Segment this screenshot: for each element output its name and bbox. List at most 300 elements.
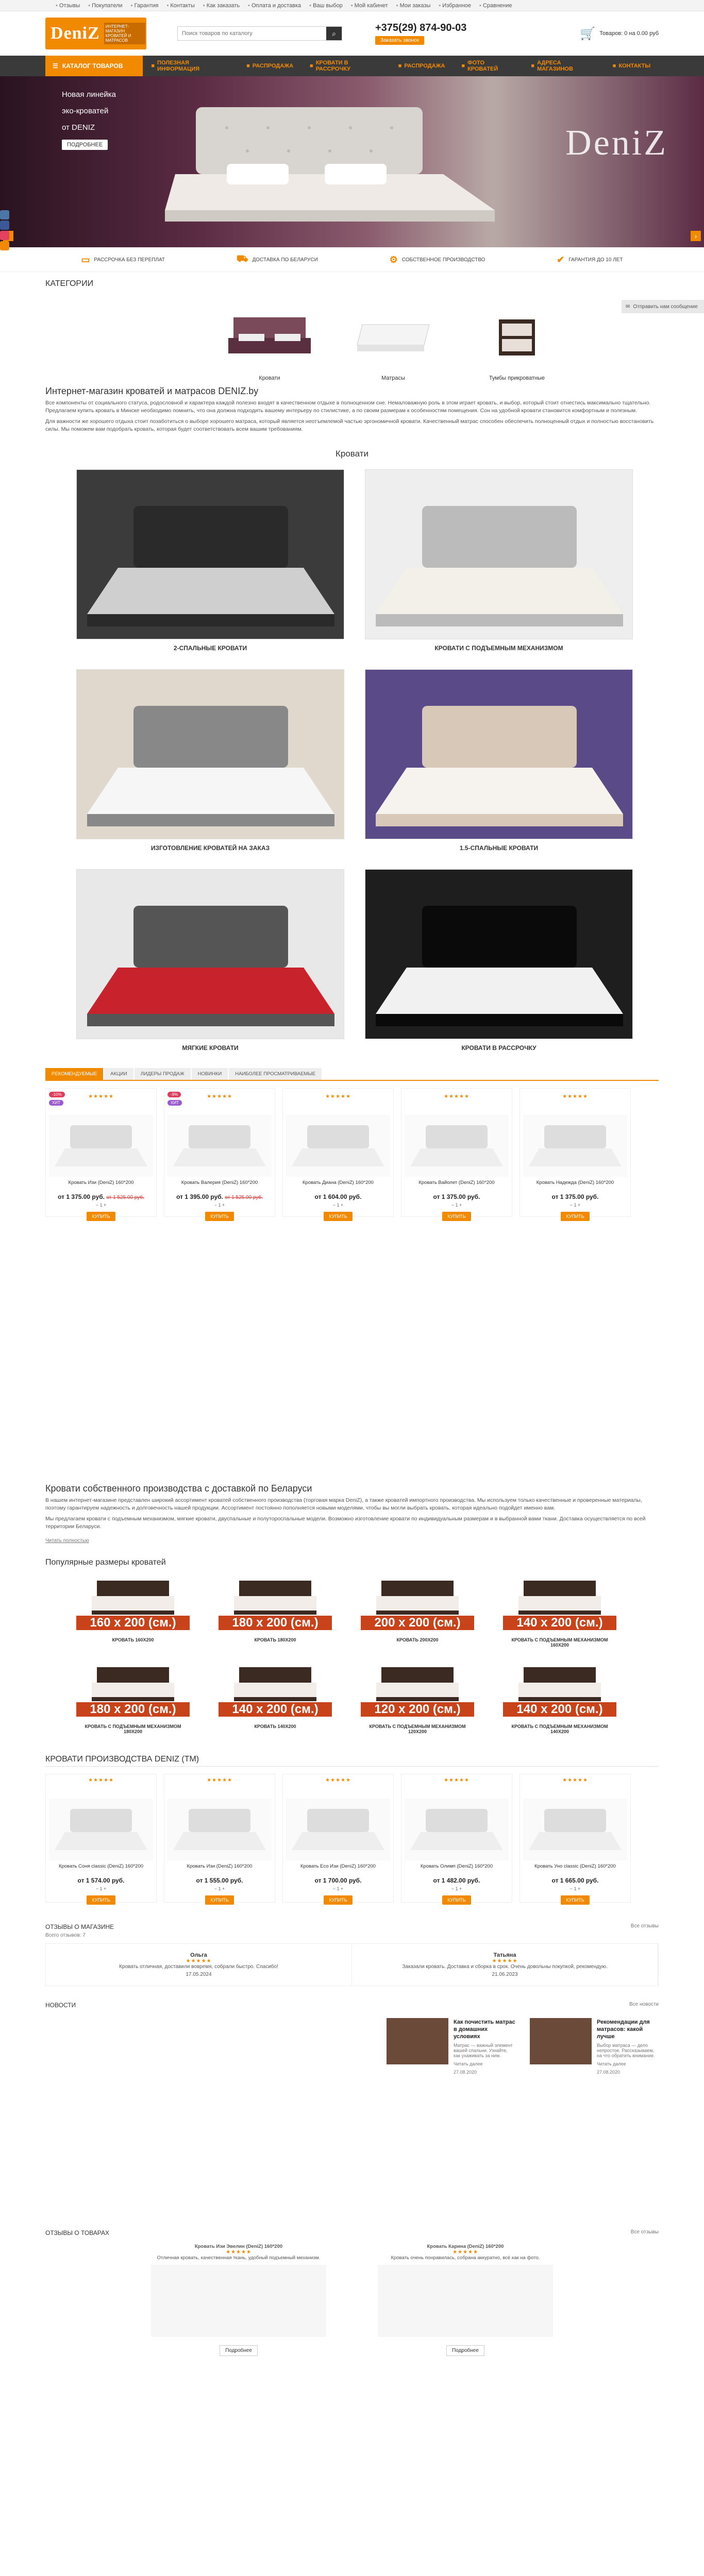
link-icon: ▪: [203, 3, 205, 9]
quantity-stepper[interactable]: − 1 +: [214, 1886, 225, 1891]
quantity-stepper[interactable]: − 1 +: [332, 1886, 344, 1891]
size-label[interactable]: КРОВАТЬ 140X200: [254, 1724, 296, 1729]
categories: [128, 304, 659, 381]
product-price: [523, 1193, 627, 1200]
review-author: Ольга: [190, 1952, 207, 1958]
rating-stars: ★★★★★: [207, 1777, 232, 1783]
size-value: 140 x 200 (см.): [219, 1702, 332, 1717]
news-more[interactable]: Читать далее: [454, 2061, 483, 2066]
link-icon: ▪: [166, 3, 169, 9]
topbar-link[interactable]: [166, 3, 194, 9]
advantage-item: [390, 255, 485, 265]
quantity-stepper[interactable]: − 1 +: [451, 1886, 462, 1891]
product-image: [286, 1115, 390, 1177]
category-label: Матрасы: [381, 375, 405, 381]
hit-badge: ХИТ: [49, 1100, 63, 1106]
size-value: 200 x 200 (см.): [361, 1616, 474, 1630]
news-body: [454, 2018, 515, 2075]
category-beds[interactable]: [226, 304, 313, 381]
nav-icon: ■: [398, 63, 402, 69]
arrow-right-icon[interactable]: ›: [691, 231, 701, 241]
sizes-grid: [76, 1577, 659, 1734]
advantage-label: ДОСТАВКА ПО БЕЛАРУСИ: [252, 257, 318, 263]
product-name[interactable]: Кровать Изи (DeniZ) 160*200: [187, 1863, 253, 1869]
phone-number[interactable]: +375(29) 874-90-03: [375, 22, 467, 33]
search-input[interactable]: [178, 27, 326, 40]
product-name[interactable]: Кровать Олимп (DeniZ) 160*200: [420, 1863, 493, 1869]
quantity-stepper[interactable]: − 1 +: [569, 1202, 581, 1208]
link-icon: ▪: [479, 3, 481, 9]
size-value: 120 x 200 (см.): [361, 1702, 474, 1717]
catalog-label: КАТАЛОГ ТОВАРОВ: [62, 62, 123, 70]
category-label: Кровати: [259, 375, 280, 381]
news-card[interactable]: [387, 2018, 515, 2075]
price-current: от 1 375.00 руб.: [58, 1193, 105, 1200]
sizes-title: Популярные размеры кроватей: [45, 1558, 166, 1567]
buy-button[interactable]: КУПИТЬ: [324, 1895, 352, 1905]
size-label[interactable]: КРОВАТЬ С ПОДЪЕМНЫМ МЕХАНИЗМОМ 120X200: [369, 1724, 466, 1734]
price-current: от 1 700.00 руб.: [314, 1877, 362, 1884]
catalog-button[interactable]: [45, 56, 143, 76]
instagram-icon[interactable]: [0, 231, 9, 240]
search-icon[interactable]: ⌕: [326, 27, 342, 40]
topbar-link[interactable]: [396, 3, 431, 9]
size-image: [76, 1663, 190, 1720]
read-more-link[interactable]: Читать полностью: [45, 1538, 89, 1544]
product-card[interactable]: [282, 1774, 394, 1903]
banner-line: эко-кроватей: [62, 107, 109, 115]
review-author: Татьяна: [493, 1952, 516, 1958]
rating-stars: ★★★★★: [444, 1094, 470, 1099]
size-label[interactable]: КРОВАТЬ С ПОДЪЕМНЫМ МЕХАНИЗМОМ 140X200: [511, 1724, 608, 1734]
size-card[interactable]: [503, 1577, 616, 1648]
product-name[interactable]: Кровать Надежда (DeniZ) 160*200: [536, 1180, 614, 1185]
product-image: [523, 1115, 627, 1177]
bed-category-label: 2-СПАЛЬНЫЕ КРОВАТИ: [173, 645, 247, 652]
banner-text: [62, 87, 116, 152]
nav-icon: ■: [151, 63, 155, 69]
logo[interactable]: DeniZ ИНТЕРНЕТ-МАГАЗИН КРОВАТЕЙ И МАТРАСОВ: [45, 18, 146, 49]
buy-button[interactable]: КУПИТЬ: [442, 1895, 471, 1905]
review-text: Кровать отличная, доставили вовремя, собрали быстро. Спасибо!: [119, 1964, 278, 1970]
own-production: [45, 1755, 659, 1903]
send-message-button[interactable]: [622, 300, 704, 313]
banner-brand: DeniZ: [565, 123, 668, 163]
buy-button[interactable]: КУПИТЬ: [205, 1212, 233, 1221]
quantity-stepper[interactable]: − 1 +: [451, 1202, 462, 1208]
bed-category-card[interactable]: [365, 669, 633, 854]
review-card: [46, 1944, 352, 1986]
rating-stars: ★★★★★: [562, 1777, 588, 1783]
product-review-name[interactable]: Кровать Изи Эвелин (DeniZ) 160*200: [194, 2244, 283, 2249]
topbar-link-label: Отзывы: [59, 3, 80, 9]
topbar-link-label: Избранное: [442, 3, 472, 9]
nav-item-label: РАСПРОДАЖА: [404, 63, 445, 69]
topbar-link-label: Гарантия: [134, 3, 159, 9]
size-card[interactable]: [76, 1663, 190, 1734]
price-current: от 1 665.00 руб.: [551, 1877, 599, 1884]
price-current: от 1 375.00 руб.: [551, 1193, 599, 1200]
size-image: [361, 1577, 474, 1633]
product-price: [405, 1877, 509, 1884]
banner-line: Новая линейка: [62, 90, 116, 99]
seo-title: Кровати собственного производства с доставкой по Беларуси: [45, 1483, 312, 1494]
bed-category-label: ИЗГОТОВЛЕНИЕ КРОВАТЕЙ НА ЗАКАЗ: [150, 844, 270, 852]
hit-badge: ХИТ: [167, 1100, 182, 1106]
news-section: [45, 2002, 659, 2075]
top-bar: [0, 0, 704, 11]
product-name[interactable]: Кровать Eco Изи (DeniZ) 160*200: [300, 1863, 376, 1869]
product-price: [286, 1193, 390, 1200]
news-card[interactable]: [530, 2018, 659, 2075]
nav-item[interactable]: [523, 60, 604, 72]
product-image: [405, 1799, 509, 1860]
bed-category-image: [76, 469, 344, 639]
nav-item[interactable]: [238, 63, 301, 69]
nav-item-label: ПОЛЕЗНАЯ ИНФОРМАЦИЯ: [157, 60, 199, 72]
rating-stars: ★★★★★: [452, 2249, 478, 2255]
product-image: [405, 1115, 509, 1177]
review-card: [352, 1944, 658, 1986]
nav-item-label: КОНТАКТЫ: [618, 63, 650, 69]
news-list: [45, 2018, 659, 2075]
phone-block: [375, 22, 466, 45]
price-current: от 1 574.00 руб.: [77, 1877, 125, 1884]
rating-stars: ★★★★★: [562, 1094, 588, 1099]
banner-line: от DENIZ: [62, 123, 95, 132]
size-label[interactable]: КРОВАТЬ С ПОДЪЕМНЫМ МЕХАНИЗМОМ 180X200: [85, 1724, 181, 1734]
rating-stars: ★★★★★: [226, 2249, 252, 2255]
link-icon: ▪: [88, 3, 91, 9]
product-price: [49, 1877, 153, 1884]
shop-reviews: [45, 1923, 659, 1986]
product-name[interactable]: Кровать Изи (DeniZ) 160*200: [68, 1180, 134, 1185]
size-image: [219, 1577, 332, 1633]
rating-stars: ★★★★★: [444, 1777, 470, 1783]
topbar-link[interactable]: [248, 3, 301, 9]
topbar-link[interactable]: [56, 3, 80, 9]
product-name[interactable]: Кровать Валерия (DeniZ) 160*200: [181, 1180, 258, 1185]
price-current: от 1 555.00 руб.: [196, 1877, 243, 1884]
main-nav: [0, 56, 704, 76]
own-production-title: КРОВАТИ ПРОИЗВОДСТВА DENIZ (ТМ): [45, 1755, 659, 1767]
news-image: [387, 2018, 448, 2064]
beds-title: Кровати: [335, 449, 368, 459]
product-image: [167, 1115, 272, 1177]
reviews-count: Всего отзывов: 7: [45, 1933, 86, 1938]
price-current: от 1 375.00 руб.: [433, 1193, 480, 1200]
topbar-link[interactable]: [351, 3, 388, 9]
bed-category-image: [76, 669, 344, 839]
seo-paragraph: Мы предлагаем кровати с подъемным механизмом, мягкие кровати, двуспальные и полутороспальные модели. Возможно изготовление кровати по индивидуальным размерам и в выбранной вами ткани. Доставка осуществляется по всей территории Беларуси.: [45, 1516, 646, 1530]
size-value: 180 x 200 (см.): [76, 1702, 190, 1717]
seo-paragraph: В нашем интернет-магазине представлен широкий ассортимент кроватей собственного производства (торговая марка DeniZ), а также кроватей импортного производства. Мы используем только качественные и проверенные материалы, поэтому гарантируем надежность и долговечность нашей продукции. Ассортимент постоянно пополняется новыми моделями, чтобы вы могли выбрать кровать, которая идеально подойдет именно вам.: [45, 1497, 642, 1511]
rating-stars: ★★★★★: [325, 1777, 351, 1783]
nav-icon: ■: [246, 63, 250, 69]
news-more[interactable]: Читать далее: [597, 2061, 626, 2066]
rating-stars: ★★★★★: [88, 1094, 114, 1099]
advantage-icon: ▭: [81, 254, 90, 265]
nav-icon: ■: [461, 63, 465, 69]
header: [0, 11, 704, 56]
tab-0[interactable]: РЕКОМЕНДУЕМЫЕ: [45, 1068, 103, 1080]
facebook-icon[interactable]: [0, 221, 9, 230]
category-nightstands[interactable]: [473, 304, 561, 381]
categories-title: КАТЕГОРИИ: [45, 279, 94, 288]
size-image: [219, 1663, 332, 1720]
product-name[interactable]: Кровать Диана (DeniZ) 160*200: [303, 1180, 374, 1185]
nav-icon: ■: [612, 63, 616, 69]
review-text: Заказали кровать. Доставка и сборка в срок. Очень довольны покупкой, рекомендую.: [402, 1964, 608, 1970]
intro-text: [45, 387, 659, 433]
own-product-list: [45, 1774, 659, 1903]
callback-button[interactable]: Заказать звонок: [375, 36, 424, 45]
bed-category-grid: [76, 469, 659, 1054]
nav-item-label: АДРЕСА МАГАЗИНОВ: [537, 60, 573, 72]
product-card[interactable]: [164, 1774, 275, 1903]
product-reviews: [45, 2229, 659, 2356]
product-card[interactable]: [282, 1088, 394, 1217]
seo-text: [45, 1485, 659, 1545]
advantage-label: СОБСТВЕННОЕ ПРОИЗВОДСТВО: [401, 257, 485, 263]
news-body: [597, 2018, 659, 2075]
buy-button[interactable]: КУПИТЬ: [87, 1895, 115, 1905]
details-button[interactable]: Подробнее: [220, 2345, 258, 2356]
product-price: [405, 1193, 509, 1200]
product-image: [167, 1799, 272, 1860]
topbar-link[interactable]: [88, 3, 122, 9]
chat-icon: ✉: [626, 303, 630, 310]
product-review-image: [151, 2265, 326, 2337]
bed-category-image: [76, 869, 344, 1039]
cart-text: Товаров: 0 на 0.00 руб: [599, 30, 659, 37]
product-price: [167, 1193, 272, 1200]
size-value: 180 x 200 (см.): [219, 1616, 332, 1630]
product-list: [45, 1088, 659, 1217]
product-image: [49, 1799, 153, 1860]
product-card[interactable]: [164, 1088, 275, 1217]
quantity-stepper[interactable]: − 1 +: [95, 1202, 107, 1208]
all-product-reviews-link[interactable]: Все отзывы: [630, 2229, 659, 2235]
vk-icon[interactable]: [0, 210, 9, 219]
details-button[interactable]: Подробнее: [446, 2345, 484, 2356]
size-label[interactable]: КРОВАТЬ 200X200: [396, 1637, 439, 1642]
topbar-link-label: Покупатели: [92, 3, 123, 9]
link-icon: ▪: [439, 3, 441, 9]
product-card[interactable]: [519, 1088, 631, 1217]
review-date: 21.06.2023: [492, 1972, 518, 1977]
tab-3[interactable]: НОВИНКИ: [192, 1068, 228, 1080]
advantages-bar: [0, 247, 704, 272]
buy-button[interactable]: КУПИТЬ: [205, 1895, 233, 1905]
advantage-icon: ⛟: [236, 253, 248, 264]
social-sidebar: [0, 210, 9, 251]
quantity-stepper[interactable]: − 1 +: [214, 1202, 225, 1208]
topbar-link-label: Контакты: [170, 3, 195, 9]
price-old: от 1 525.00 руб.: [106, 1195, 144, 1200]
news-text: Выбор матраса — дело непростое. Рассказываем, на что обратить внимание.: [597, 2043, 655, 2058]
product-review-name[interactable]: Кровать Карина (DeniZ) 160*200: [427, 2244, 504, 2249]
news-title: НОВОСТИ: [45, 2002, 76, 2009]
news-title[interactable]: Как почистить матрас в домашних условиях: [454, 2019, 515, 2040]
news-title[interactable]: Рекомендации для матрасов: какой лучше: [597, 2019, 650, 2040]
nav-item-label: ФОТО КРОВАТЕЙ: [467, 60, 498, 72]
rating-stars: ★★★★★: [492, 1958, 518, 1964]
link-icon: ▪: [350, 3, 353, 9]
product-review-card: [151, 2244, 326, 2356]
product-card[interactable]: [401, 1088, 512, 1217]
product-card[interactable]: [401, 1774, 512, 1903]
size-card[interactable]: [76, 1577, 190, 1648]
nav-item[interactable]: [143, 60, 238, 72]
search-box: [177, 26, 342, 41]
product-price: [523, 1877, 627, 1884]
nav-item[interactable]: [605, 63, 659, 69]
product-price: [49, 1193, 153, 1200]
product-review-card: [378, 2244, 553, 2356]
advantage-label: РАССРОЧКА БЕЗ ПЕРЕПЛАТ: [94, 257, 165, 263]
product-name[interactable]: Кровать Вайолет (DeniZ) 160*200: [418, 1180, 495, 1185]
size-value: 140 x 200 (см.): [503, 1702, 616, 1717]
rating-stars: ★★★★★: [325, 1094, 351, 1099]
intro-paragraph: Все компоненты от социального статуса, родословной и характера каждой полезно входят в качественном отдыхе в полноценном сне. Немаловажную роль в этом играет кровать, и выбор, который стоит отнестись максимально тщательно. Предлагаем купить кровать в Минске необходимо помнить, что она должна подходить вашему интерьеру по стилистике, а по своим размерам к особенностям помещения. Сон на удобной кровати становится комфортным и полезным.: [45, 400, 651, 414]
review-date: 17.05.2024: [186, 1972, 212, 1977]
nav-item-label: КРОВАТИ В РАССРОЧКУ: [315, 60, 350, 72]
advantage-item: [237, 253, 318, 266]
ok-icon[interactable]: [0, 241, 9, 250]
cart-icon: 🛒: [580, 26, 596, 41]
nav-item[interactable]: [301, 60, 390, 72]
topbar-link[interactable]: [309, 3, 343, 9]
discount-badge: -10%: [49, 1092, 65, 1097]
size-card[interactable]: [219, 1663, 332, 1734]
shop-review-list: [45, 1943, 659, 1986]
size-image: [76, 1577, 190, 1633]
quantity-stepper[interactable]: − 1 +: [95, 1886, 107, 1891]
size-value: 160 x 200 (см.): [76, 1616, 190, 1630]
topbar-link[interactable]: [203, 3, 240, 9]
bed-category-card[interactable]: [76, 469, 344, 654]
product-name[interactable]: Кровать Уно classic (DeniZ) 160*200: [534, 1863, 616, 1869]
price-current: от 1 395.00 руб.: [176, 1193, 224, 1200]
bed-category-card[interactable]: [365, 469, 633, 654]
banner-more-button[interactable]: ПОДРОБНЕЕ: [62, 140, 108, 150]
rating-stars: ★★★★★: [88, 1777, 114, 1783]
link-icon: ▪: [130, 3, 133, 9]
discount-badge: -9%: [167, 1092, 181, 1097]
news-date: 27.08.2020: [597, 2070, 621, 2075]
nightstand-thumb: [494, 314, 540, 361]
bed-category-label: 1.5-СПАЛЬНЫЕ КРОВАТИ: [459, 844, 539, 852]
rating-stars: ★★★★★: [207, 1094, 232, 1099]
size-card[interactable]: [503, 1663, 616, 1734]
tab-1[interactable]: АКЦИИ: [104, 1068, 133, 1080]
topbar-link-label: Сравнение: [482, 3, 512, 9]
size-image: [503, 1577, 616, 1633]
hero-banner[interactable]: [0, 76, 704, 247]
topbar-link[interactable]: [479, 3, 512, 9]
quantity-stepper[interactable]: − 1 +: [332, 1202, 344, 1208]
product-name[interactable]: Кровать Соня classic (DeniZ) 160*200: [58, 1863, 144, 1869]
size-card[interactable]: [361, 1577, 474, 1648]
link-icon: ▪: [248, 3, 250, 9]
size-label[interactable]: КРОВАТЬ 180X200: [254, 1637, 296, 1642]
intro-paragraph: Для важности же хорошего отдыха стоит позаботиться о выборе хорошего матраса, который является неотъемлемой частью эргономичной кровати. Качественный матрас способен обеспечить полноценный отдых и полностью восстановить силы. Мы поможем вам подобрать кровать, которая будет соответствовать всем вашим требованиям.: [45, 418, 654, 432]
price-current: от 1 604.00 руб.: [314, 1193, 362, 1200]
news-image: [530, 2018, 592, 2064]
size-label[interactable]: КРОВАТЬ 160X200: [112, 1637, 154, 1642]
tab-4[interactable]: НАИБОЛЕЕ ПРОСМАТРИВАЕМЫЕ: [229, 1068, 322, 1080]
topbar-link[interactable]: [439, 3, 471, 9]
size-label[interactable]: КРОВАТЬ С ПОДЪЕМНЫМ МЕХАНИЗМОМ 160X200: [511, 1637, 608, 1648]
bed-category-label: МЯГКИЕ КРОВАТИ: [182, 1044, 239, 1052]
all-news-link[interactable]: Все новости: [629, 2002, 659, 2007]
nav-icon: ■: [531, 63, 535, 69]
news-text: Матрас — важный элемент вашей спальни. Узнайте, как ухаживать за ним.: [454, 2043, 513, 2058]
product-reviews-title: ОТЗЫВЫ О ТОВАРАХ: [45, 2229, 109, 2236]
bed-category-label: КРОВАТИ В РАССРОЧКУ: [461, 1044, 537, 1052]
topbar-link[interactable]: [131, 3, 159, 9]
buy-button[interactable]: КУПИТЬ: [324, 1212, 352, 1221]
category-label: Тумбы прикроватные: [489, 375, 545, 381]
product-card[interactable]: [45, 1774, 157, 1903]
bed-category-label: КРОВАТИ С ПОДЪЕМНЫМ МЕХАНИЗМОМ: [434, 645, 563, 652]
all-reviews-link[interactable]: Все отзывы: [630, 1923, 659, 1929]
size-image: [361, 1663, 474, 1720]
category-mattresses[interactable]: [349, 304, 437, 381]
topbar-link-label: Как заказать: [206, 3, 240, 9]
bed-category-card[interactable]: [365, 869, 633, 1054]
tab-2[interactable]: ЛИДЕРЫ ПРОДАЖ: [135, 1068, 191, 1080]
advantage-icon: ⚙: [389, 254, 398, 265]
price-current: от 1 482.00 руб.: [433, 1877, 480, 1884]
advantage-icon: ✔: [557, 254, 565, 265]
size-card[interactable]: [219, 1577, 332, 1648]
product-review-list: [45, 2244, 659, 2356]
intro-title: Интернет-магазин кроватей и матрасов DENIZ.by: [45, 386, 259, 396]
product-card[interactable]: [519, 1774, 631, 1903]
buy-button[interactable]: КУПИТЬ: [442, 1212, 471, 1221]
advantage-item: [81, 255, 165, 265]
bed-category-card[interactable]: [76, 869, 344, 1054]
logo-tagline: ИНТЕРНЕТ-МАГАЗИН КРОВАТЕЙ И МАТРАСОВ: [104, 23, 145, 44]
buy-button[interactable]: КУПИТЬ: [87, 1212, 115, 1221]
product-review-text: Отличная кровать, качественная ткань, удобный подъемный механизм.: [157, 2255, 321, 2261]
product-image: [49, 1115, 153, 1177]
nav-item[interactable]: [453, 60, 523, 72]
nav-item-label: РАСПРОДАЖА: [252, 63, 294, 69]
bed-category-card[interactable]: [76, 669, 344, 854]
product-price: [167, 1877, 272, 1884]
product-card[interactable]: [45, 1088, 157, 1217]
news-date: 27.08.2020: [454, 2070, 477, 2075]
size-image: [503, 1663, 616, 1720]
product-price: [286, 1877, 390, 1884]
quantity-stepper[interactable]: − 1 +: [569, 1886, 581, 1891]
bed-thumb: [228, 314, 311, 361]
nav-item[interactable]: [390, 63, 454, 69]
bed-category-image: [365, 669, 633, 839]
bed-image: [165, 107, 495, 226]
product-review-image: [378, 2265, 553, 2337]
size-card[interactable]: [361, 1663, 474, 1734]
send-message-label: Отправить нам сообщение: [633, 303, 698, 310]
buy-button[interactable]: КУПИТЬ: [561, 1895, 589, 1905]
product-tabs: [45, 1068, 659, 1081]
cart[interactable]: [580, 26, 659, 41]
shop-reviews-title: ОТЗЫВЫ О МАГАЗИНЕ: [45, 1923, 114, 1930]
buy-button[interactable]: КУПИТЬ: [561, 1212, 589, 1221]
